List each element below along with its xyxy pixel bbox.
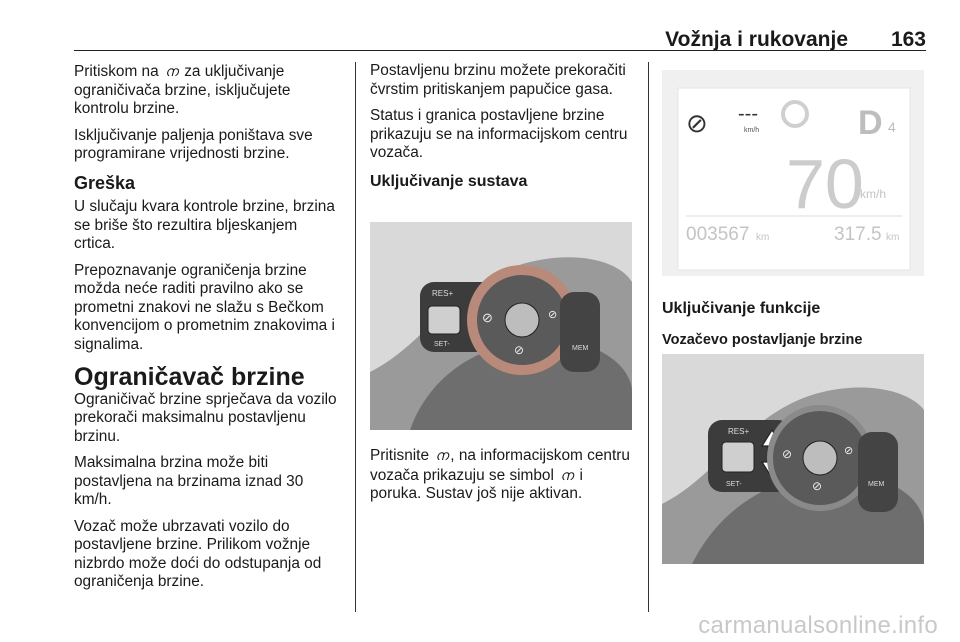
column-2 (370, 62, 634, 197)
gear-number: 4 (888, 119, 896, 135)
speed-limiter-icon: ⊘ (482, 310, 493, 325)
column-3 (662, 290, 924, 359)
paragraph: Ograničivač brzine sprječava da vozilo prekorači maksimalnu postavljenu brzinu. (74, 390, 337, 445)
cruise-icon: ⊘ (514, 343, 525, 357)
speed-limiter-icon: ⊘ (782, 447, 793, 461)
subheading-driver-speed: Vozačevo postavljanje brzine (662, 331, 863, 348)
mem-label: MEM (868, 481, 885, 488)
paragraph: Pritiskom na ന za uključivanje ograničivača brzine, isključujete kontrolu brzine. (74, 63, 291, 117)
set-speed-unit: km/h (744, 127, 760, 134)
column-divider (355, 62, 356, 612)
paragraph: Maksimalna brzina može biti postavljena na brzinama iznad 30 km/h. (74, 454, 304, 508)
column-2-bottom (370, 446, 636, 512)
section-heading-switch-on: Uključivanje sustava (370, 172, 528, 190)
paragraph: U slučaju kvara kontrole brzine, brzina se briše što rezultira bljeskanjem crtica. (74, 198, 335, 252)
column-divider (648, 62, 649, 612)
paragraph: Pritisnite ന , na informacijskom centru vozača prikazuju se simbol ന i poruka. Sustav još nije aktivan. (370, 447, 630, 502)
speed-limiter-icon: ന (435, 447, 449, 463)
watermark: carmanualsonline.info (698, 612, 938, 639)
paragraph: Prepoznavanje ograničenja brzine možda neće raditi pravilno ako se prometni znakovi ne slažu s Bečkom konvencijom o prometnim znakovima i signalima. (74, 261, 335, 353)
section-heading-speed-limiter: Ograničavač brzine (74, 363, 305, 391)
current-speed: 70 (786, 145, 864, 223)
instrument-display-figure (662, 70, 924, 276)
trip-meter: 317.5 (834, 224, 882, 245)
res-label: RES+ (432, 289, 454, 298)
page-number: 163 (890, 28, 926, 51)
set-speed-dashes: --- (738, 103, 758, 125)
speed-unit: km/h (860, 187, 887, 201)
steering-wheel-figure-2 (662, 354, 924, 564)
mem-label: MEM (572, 345, 589, 352)
cruise-speed-icon: ⊘ (686, 108, 708, 138)
paragraph: Postavljenu brzinu možete prekoračiti čvrstim pritiskanjem papučice gasa. (370, 62, 626, 98)
cruise-icon: ⊘ (812, 479, 823, 493)
odometer-unit: km (756, 232, 770, 243)
section-heading-function: Uključivanje funkcije (662, 300, 821, 317)
paragraph: Isključivanje paljenja poništava sve programirane vrijednosti brzine. (74, 126, 313, 162)
paragraph: Vozač može ubrzavati vozilo do postavljene brzine. Prilikom vožnje nizbrdo može doći do odstupanja od ograničenja brzine. (74, 517, 322, 590)
set-label: SET- (726, 481, 742, 488)
res-label: RES+ (728, 427, 750, 436)
cancel-icon: ⊘ (548, 309, 558, 321)
trip-unit: km (886, 232, 900, 243)
steering-wheel-figure (370, 222, 632, 430)
set-label: SET- (434, 341, 450, 348)
speed-limiter-icon: ന (164, 63, 178, 79)
chapter-title: Vožnja i rukovanje (665, 28, 848, 51)
cancel-icon: ⊘ (844, 445, 854, 457)
page-header (74, 28, 926, 51)
column-1 (74, 62, 342, 600)
odometer: 003567 (686, 224, 750, 245)
speed-limiter-icon: ന (560, 466, 574, 483)
gear-indicator: D (858, 104, 883, 142)
paragraph: Status i granica postavljene brzine prikazuju se na informacijskom centru vozača. (370, 107, 628, 161)
section-heading-error: Greška (74, 172, 136, 193)
